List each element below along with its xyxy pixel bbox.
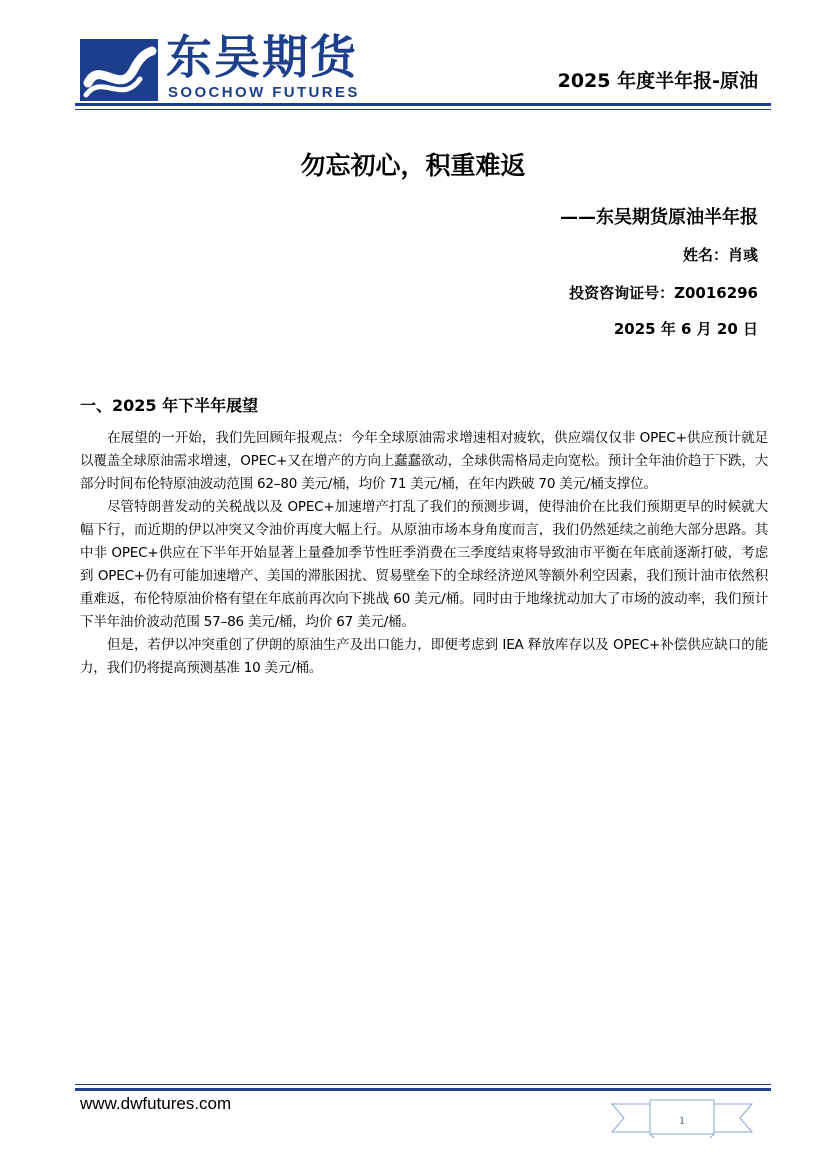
author-name: 姓名：肖彧: [682, 246, 758, 264]
page-number: 1: [679, 1113, 685, 1127]
certificate-number: 投资咨询证号：Z0016296: [569, 284, 758, 302]
report-type-label: 2025 年度半年报-原油: [557, 70, 758, 92]
page-title: 勿忘初心，积重难返: [300, 151, 526, 180]
header-divider-thin: [75, 109, 771, 110]
logo-english-name: SOOCHOW FUTURES: [168, 84, 360, 101]
page-subtitle: ——东吴期货原油半年报: [560, 207, 758, 228]
body-paragraph: 尽管特朗普发动的关税战以及 OPEC+加速增产打乱了我们的预测步调，使得油价在比我们预期更早的时候就大幅下行，而近期的伊以冲突又令油价再度大幅上行。从原油市场本身角度而言，我们仍然延续之前绝大部分思路。其中非 OPEC+供应在下半年开始显著上量叠加季节性旺季消费在三季度结束将导致油市平衡在年底前逐渐打破，考虑到 OPEC+仍有可能加速增产、美国的滞胀困扰、贸易壁垒下的全球经济逆风等额外利空因素，我们预计油市依然积重难返，布伦特原油价格有望在年底前再次向下挑战 60 美元/桶。同时由于地缘扰动加大了市场的波动率，我们预计下半年油价波动范围 57–86 美元/桶，均价 67 美元/桶。: [80, 499, 768, 630]
footer-website-link[interactable]: www.dwfutures.com: [80, 1094, 232, 1113]
soochow-logo-icon: [80, 39, 158, 101]
report-date: 2025 年 6 月 20 日: [613, 320, 758, 338]
footer-divider: [75, 1088, 771, 1091]
section-body: [80, 427, 768, 680]
section-heading: 一、2025 年下半年展望: [80, 396, 259, 415]
header-divider: [75, 103, 771, 106]
footer-divider-thin: [75, 1084, 771, 1085]
body-paragraph: 但是，若伊以冲突重创了伊朗的原油生产及出口能力，即便考虑到 IEA 释放库存以及 OPEC+补偿供应缺口的能力，我们仍将提高预测基准 10 美元/桶。: [80, 637, 768, 676]
body-paragraph: 在展望的一开始，我们先回顾年报观点：今年全球原油需求增速相对疲软，供应端仅仅非 OPEC+供应预计就足以覆盖全球原油需求增速，OPEC+又在增产的方向上蠢蠢欲动，全球供需格局走向宽松。预计全年油价趋于下跌，大部分时间布伦特原油波动范围 62–80 美元/桶，均价 71 美元/桶，在年内跌破 70 美元/桶支撑位。: [80, 430, 768, 492]
logo-chinese-name: 东吴期货: [166, 30, 358, 84]
